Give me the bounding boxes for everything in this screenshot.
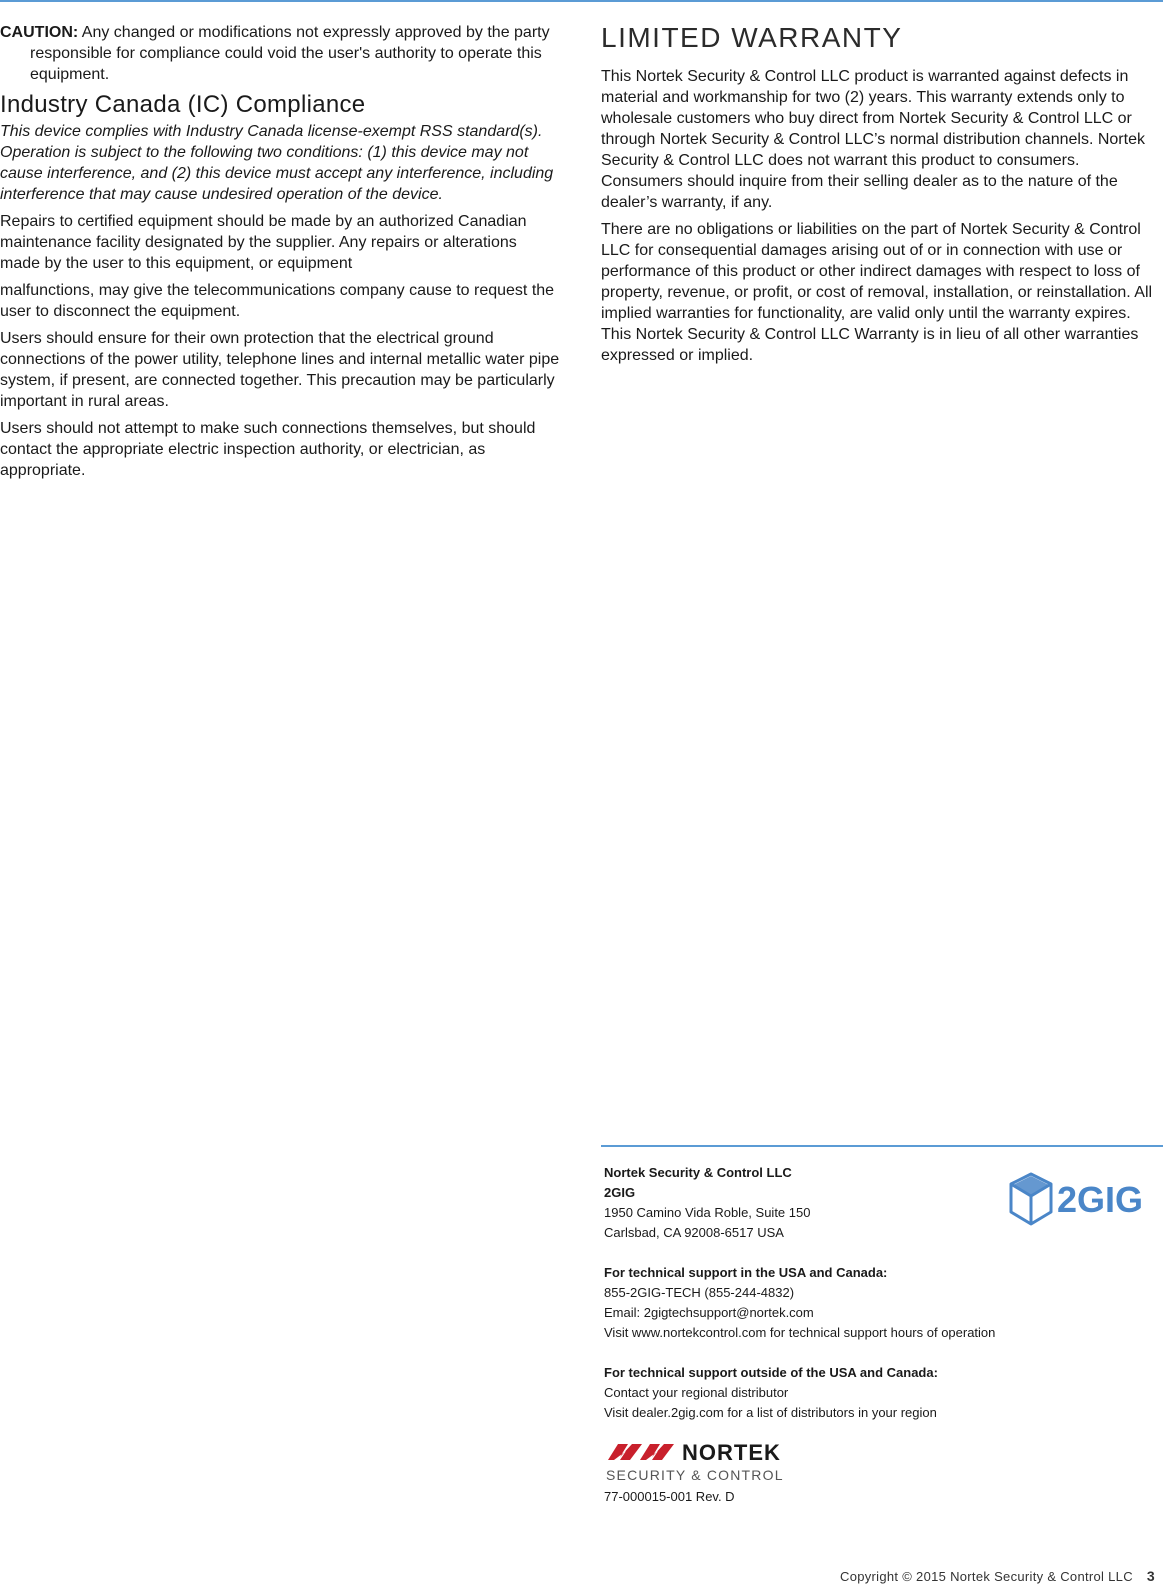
right-column: [601, 22, 1157, 372]
support-hours-link: Visit www.nortekcontrol.com for technical support hours of operation: [604, 1325, 996, 1340]
support-usa-heading: For technical support in the USA and Canada:: [604, 1265, 888, 1280]
grounding-paragraph: Users should ensure for their own protection that the electrical ground connections of the power utility, telephone lines and internal metallic water pipe system, if present, are connected together. This precaution may be particularly important in rural areas.: [0, 330, 560, 410]
top-rule: [0, 0, 1163, 2]
ic-compliance-heading: Industry Canada (IC) Compliance: [0, 91, 366, 118]
warranty-paragraph-2: There are no obligations or liabilities on the part of Nortek Security & Control LLC for consequential damages arising out of or in connection with use or performance of this product or other indirect damages with respect to loss of property, revenue, or profit, or cost of removal, installation, or reinstallation. All implied warranties for functionality, are valid only until the warranty expires. This Nortek Security & Control LLC Warranty is in lieu of all other warranties expressed or implied.: [601, 221, 1153, 364]
left-column: [0, 22, 560, 487]
page-number: 3: [1146, 1568, 1155, 1584]
copyright-text: Copyright © 2015 Nortek Security & Control LLC: [840, 1569, 1133, 1584]
contact-distributor: Contact your regional distributor: [604, 1385, 789, 1400]
address-line-1: 1950 Camino Vida Roble, Suite 150: [604, 1205, 811, 1220]
malfunctions-paragraph: malfunctions, may give the telecommunications company cause to request the user to disconnect the equipment.: [0, 282, 555, 320]
company-name: Nortek Security & Control LLC: [604, 1165, 792, 1180]
spacer: [604, 1343, 1054, 1363]
nortek-logo-subtitle: SECURITY & CONTROL: [606, 1467, 784, 1483]
brand-name: 2GIG: [604, 1185, 636, 1200]
connections-paragraph: Users should not attempt to make such connections themselves, but should contact the appropriate electric inspection authority, or electrician, as appropriate.: [0, 420, 536, 479]
footer-rule: [601, 1145, 1163, 1147]
2gig-logo-text: 2GIG: [1057, 1179, 1144, 1220]
support-phone: 855-2GIG-TECH (855-244-4832): [604, 1285, 795, 1300]
support-email: Email: 2gigtechsupport@nortek.com: [604, 1305, 814, 1320]
caution-label: CAUTION:: [0, 24, 79, 41]
repairs-paragraph: Repairs to certified equipment should be made by an authorized Canadian maintenance facility designated by the supplier. Any repairs or alterations made by the user to this equipment, or equipment: [0, 213, 527, 272]
support-outside-heading: For technical support outside of the USA and Canada:: [604, 1365, 938, 1380]
contact-footer: [604, 1163, 1054, 1423]
warranty-heading: LIMITED WARRANTY: [601, 22, 903, 53]
nortek-logo: [604, 1440, 834, 1486]
revision-number: 77-000015-001 Rev. D: [604, 1489, 735, 1504]
address-line-2: Carlsbad, CA 92008-6517 USA: [604, 1225, 784, 1240]
ic-compliance-statement: This device complies with Industry Canada license-exempt RSS standard(s). Operation is subject to the following two conditions: (1) this device may not cause interference, and (2) this device must accept any interference, including interference that may cause undesired operation of the device.: [0, 123, 554, 203]
caution-text: Any changed or modifications not expressly approved by the party responsible for compliance could void the user's authority to operate this equipment.: [30, 24, 550, 83]
dealer-link: Visit dealer.2gig.com for a list of distributors in your region: [604, 1405, 937, 1420]
warranty-paragraph-1: This Nortek Security & Control LLC product is warranted against defects in material and workmanship for two (2) years. This warranty extends only to wholesale customers who buy direct from Nortek Security & Control LLC or through Nortek Security & Control LLC’s normal distribution channels. Nortek Security & Control LLC does not warrant this product to consumers. Consumers should inquire from their selling dealer as to the nature of the dealer’s warranty, if any.: [601, 68, 1145, 211]
spacer: [604, 1243, 1054, 1263]
2gig-logo: [1005, 1170, 1163, 1230]
nortek-logo-text: NORTEK: [682, 1440, 781, 1465]
copyright-footer: [840, 1568, 1155, 1584]
caution-notice: [0, 22, 560, 85]
